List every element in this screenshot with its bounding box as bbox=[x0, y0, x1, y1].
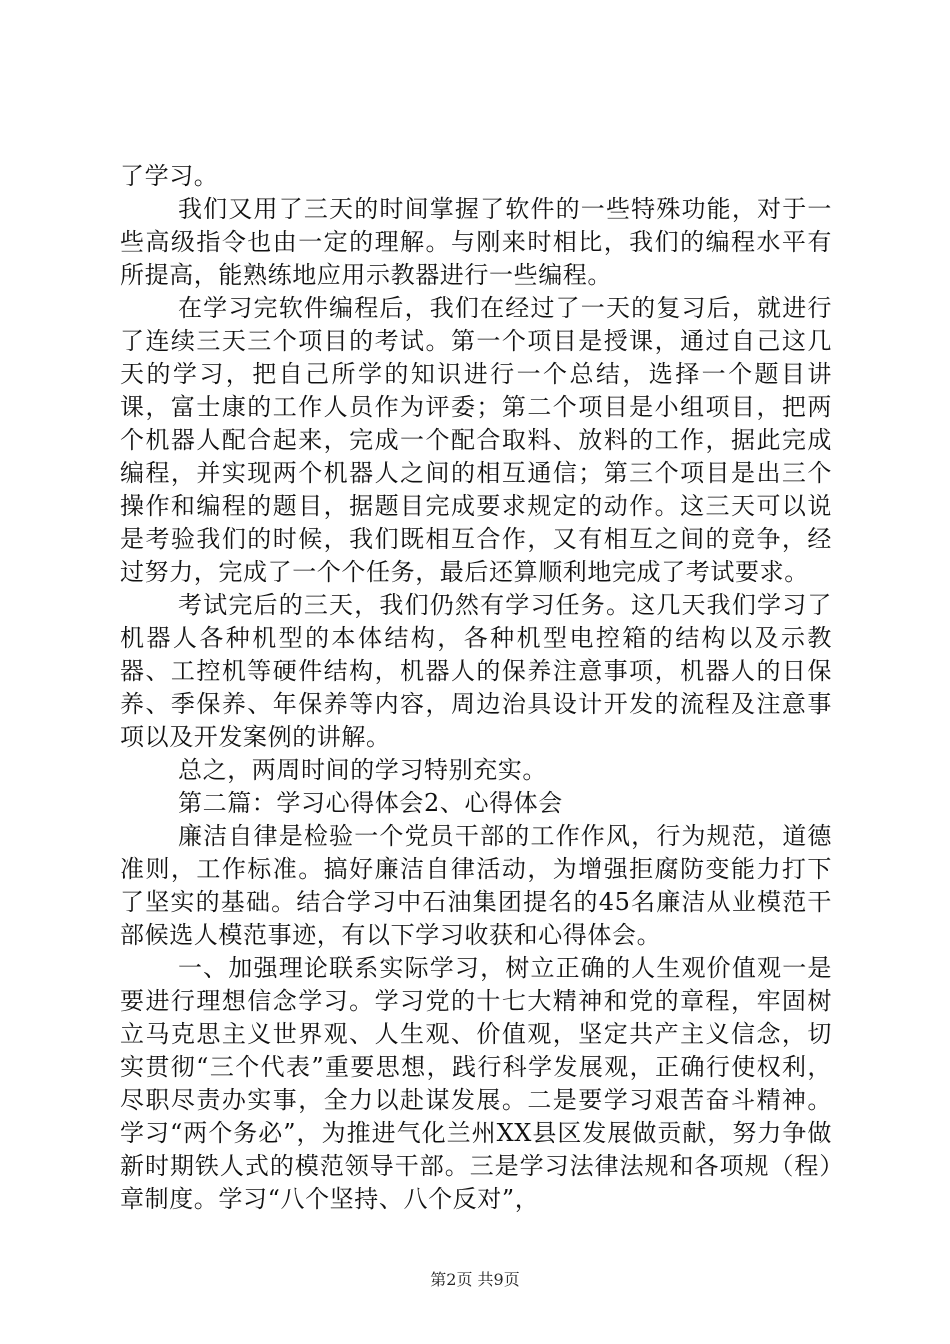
paragraph-5: 总之，两周时间的学习特别充实。 bbox=[178, 756, 547, 784]
paragraph-4: 考试完后的三天，我们仍然有学习任务。这几天我们学习了机器人各种机型的本体结构，各种机型电控箱的结构以及示教器、工控机等硬件结构，机器人的保养注意事项，机器人的日保养、季保养、年保养等内容，周边治具设计开发的流程及注意事项以及开发案例的讲解。 bbox=[120, 591, 832, 751]
section-heading: 第二篇：学习心得体会2、心得体会 bbox=[178, 789, 563, 817]
page-footer: 第2页 共9页 bbox=[430, 1270, 520, 1289]
document-body bbox=[120, 160, 832, 1216]
paragraph-3: 在学习完软件编程后，我们在经过了一天的复习后，就进行了连续三天三个项目的考试。第一个项目是授课，通过自己这几天的学习，把自己所学的知识进行一个总结，选择一个题目讲课，富士康的工作人员作为评委；第二个项目是小组项目，把两个机器人配合起来，完成一个配合取料、放料的工作，据此完成编程，并实现两个机器人之间的相互通信；第三个项目是出三个操作和编程的题目，据题目完成要求规定的动作。这三天可以说是考验我们的时候，我们既相互合作，又有相互之间的竞争，经过努力，完成了一个个任务，最后还算顺利地完成了考试要求。 bbox=[120, 294, 832, 586]
paragraph-7: 廉洁自律是检验一个党员干部的工作作风，行为规范，道德准则，工作标准。搞好廉洁自律活动，为增强拒腐防变能力打下了坚实的基础。结合学习中石油集团提名的45名廉洁从业模范干部候选人模范事迹，有以下学习收获和心得体会。 bbox=[120, 822, 832, 949]
paragraph-8: 一、加强理论联系实际学习，树立正确的人生观价值观一是要进行理想信念学习。学习党的十七大精神和党的章程，牢固树立马克思主义世界观、人生观、价值观，坚定共产主义信念，切实贯彻“三个代表”重要思想，践行科学发展观，正确行使权利，尽职尽责办实事，全力以赴谋发展。二是要学习艰苦奋斗精神。学习“两个务必”，为推进气化兰州XX县区发展做贡献，努力争做新时期铁人式的模范领导干部。三是学习法律法规和各项规（程）章制度。学习“八个坚持、八个反对”， bbox=[120, 954, 832, 1213]
paragraph-2: 我们又用了三天的时间掌握了软件的一些特殊功能，对于一些高级指令也由一定的理解。与刚来时相比，我们的编程水平有所提高，能熟练地应用示教器进行一些编程。 bbox=[120, 195, 832, 289]
paragraph-1: 了学习。 bbox=[120, 162, 219, 190]
